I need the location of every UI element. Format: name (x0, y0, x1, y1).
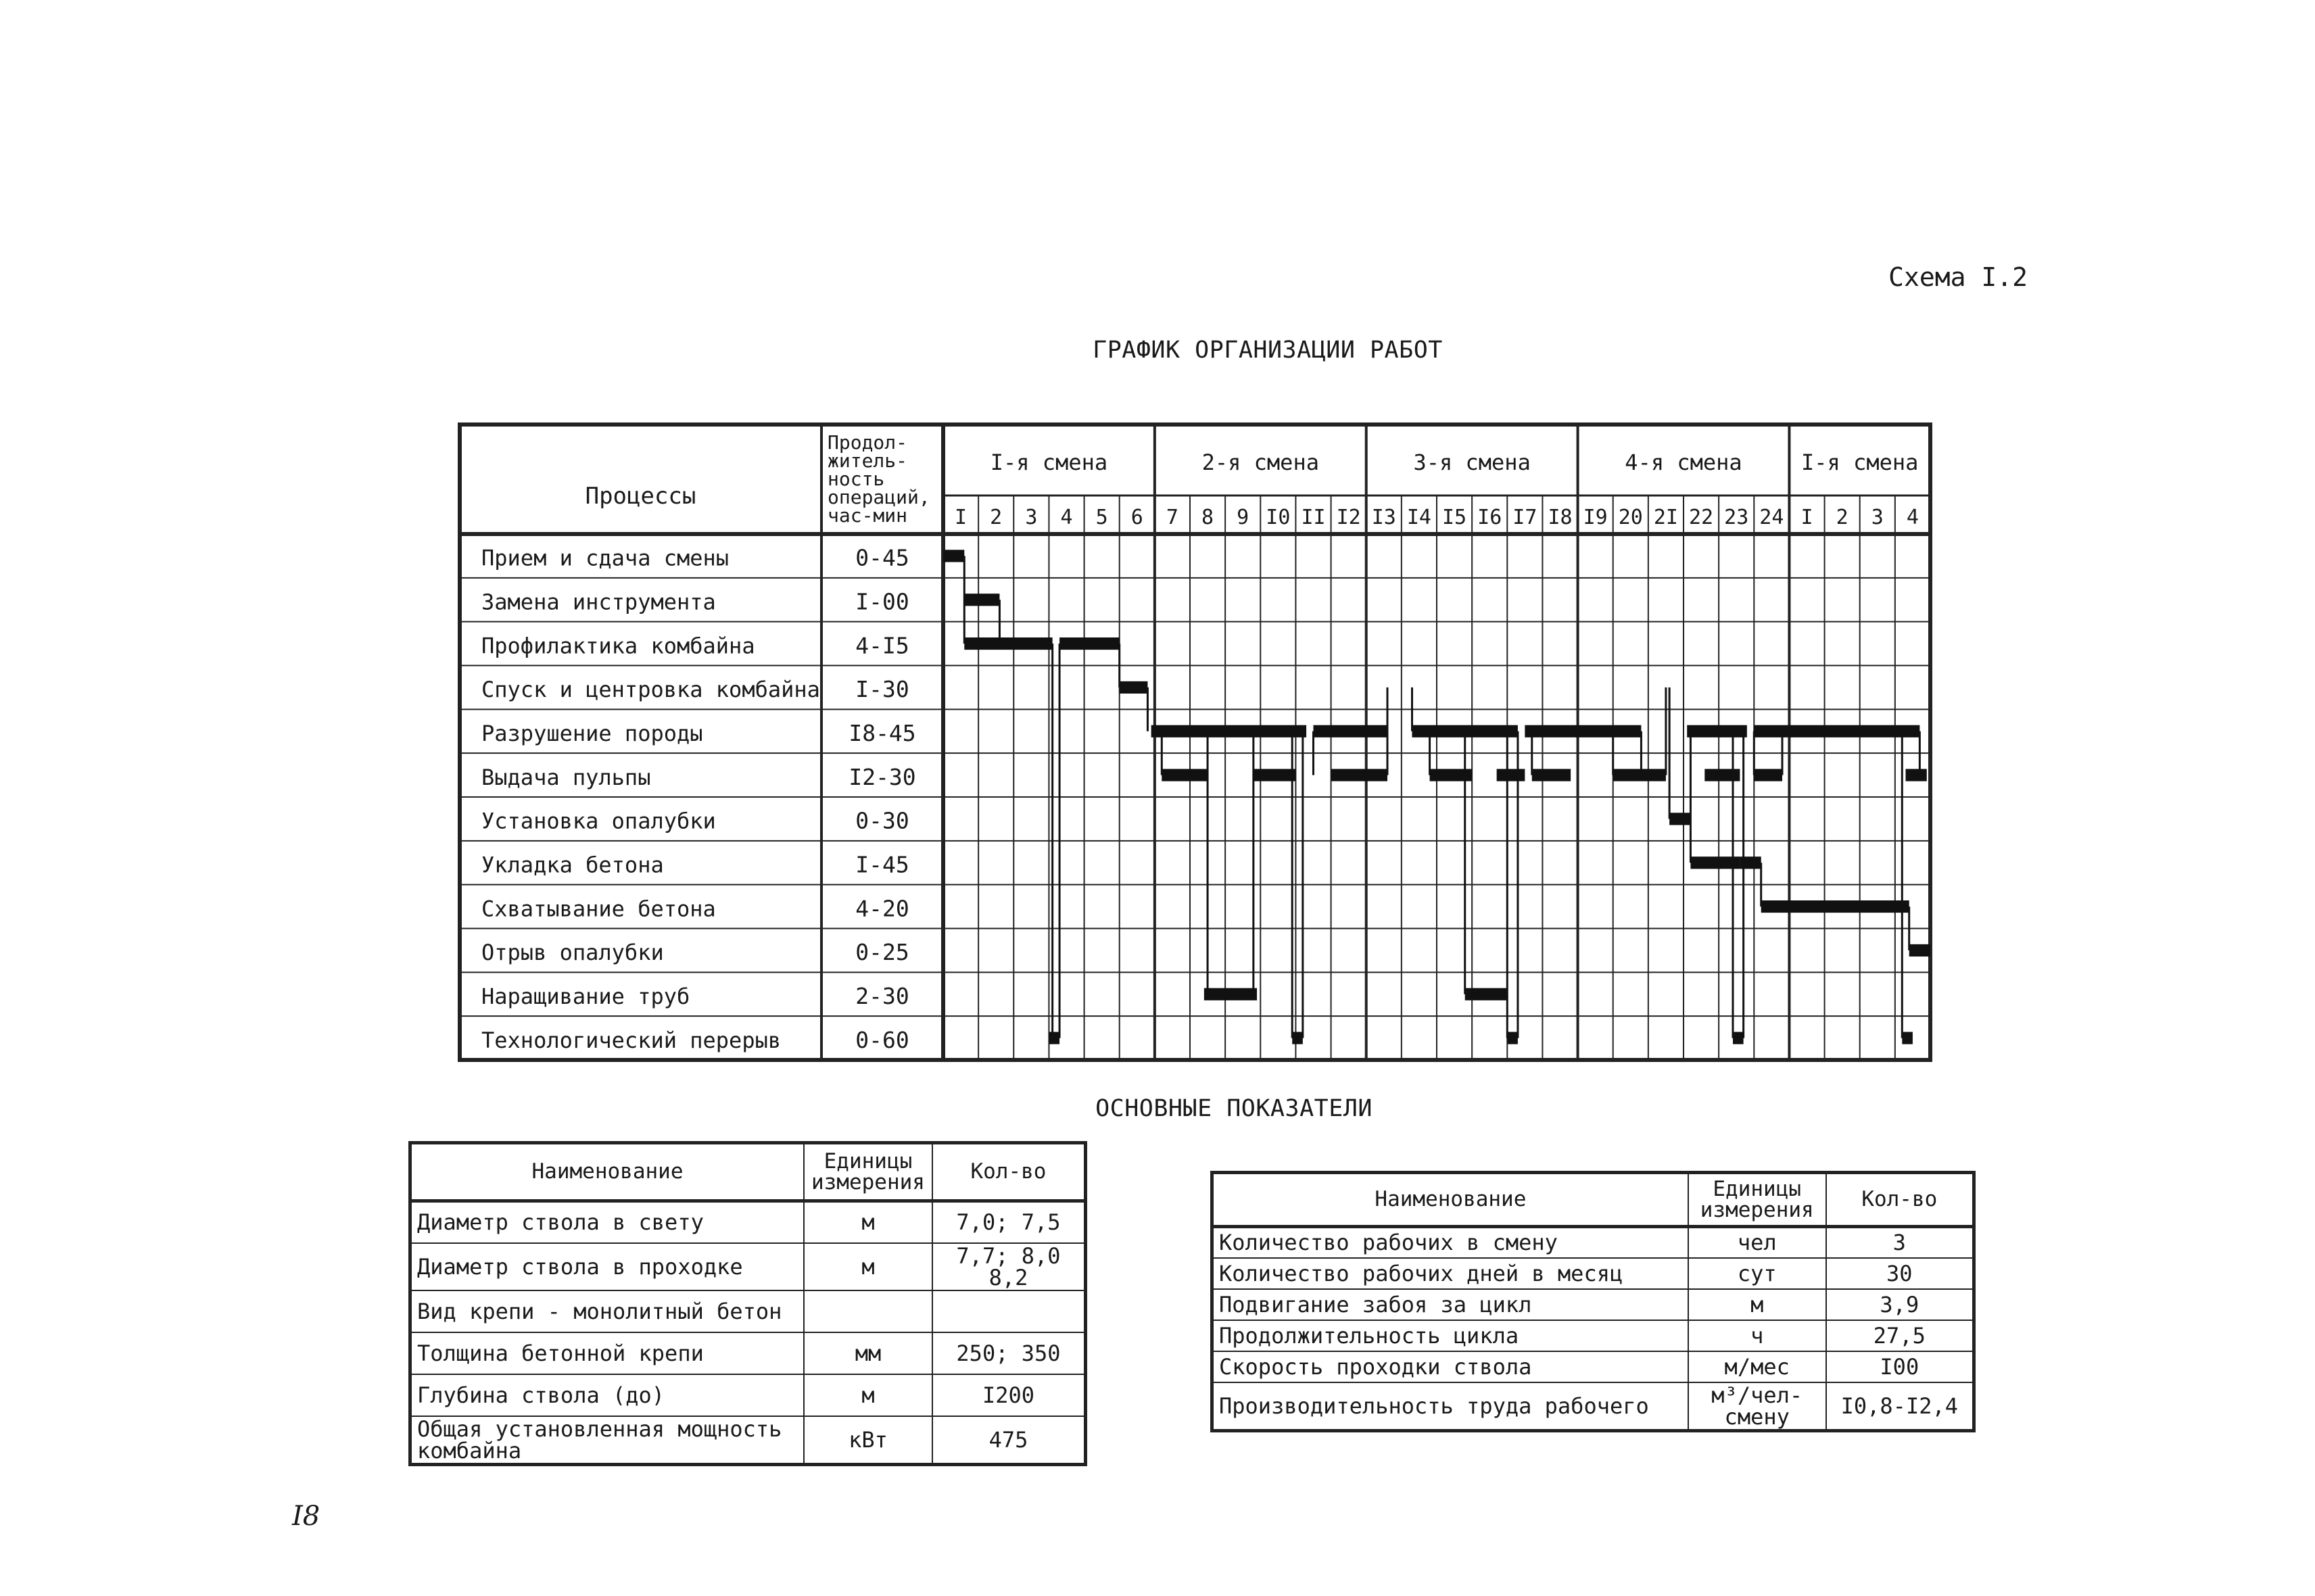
hour-label: 3 (1871, 506, 1884, 529)
hour-label: 3 (1025, 506, 1038, 529)
hour-label: 7 (1166, 506, 1178, 529)
shift-label: I-я смена (1801, 450, 1919, 475)
schedule-bar (1151, 725, 1306, 737)
indicator-name: Толщина бетонной крепи (410, 1332, 805, 1374)
indicator-qty: 27,5 (1826, 1320, 1974, 1351)
indicator-name: Количество рабочих в смену (1212, 1227, 1688, 1258)
indicator-qty: I00 (1826, 1351, 1974, 1382)
process-duration: I-30 (855, 676, 909, 703)
table-row (1212, 1382, 1974, 1431)
hour-label: 4 (1060, 506, 1073, 529)
header-duration-line: Продол- (828, 431, 908, 454)
schedule-bar (1909, 944, 1930, 957)
hour-label: 2 (1836, 506, 1848, 529)
indicator-name: Глубина ствола (до) (410, 1374, 805, 1416)
indicator-qty: 7,7; 8,0 8,2 (932, 1243, 1086, 1290)
table-row (1212, 1258, 1974, 1289)
schedule-bar (1690, 856, 1740, 869)
process-duration: 0-30 (855, 807, 909, 834)
schedule-bar (1613, 769, 1666, 781)
process-name: Установка опалубки (481, 808, 716, 834)
indicator-unit (804, 1290, 932, 1332)
process-duration: I-00 (855, 588, 909, 615)
schedule-bar (1331, 769, 1387, 781)
indicator-name: Подвигание забоя за цикл (1212, 1289, 1688, 1320)
hour-label: I7 (1512, 506, 1537, 529)
hour-label: I6 (1477, 506, 1502, 529)
process-duration: 2-30 (855, 983, 909, 1010)
indicator-qty: 3,9 (1826, 1289, 1974, 1320)
hour-label: I9 (1583, 506, 1608, 529)
hour-label: 2 (990, 506, 1003, 529)
schedule-bar (1292, 1032, 1303, 1044)
hour-label: 6 (1130, 506, 1143, 529)
process-name: Выдача пульпы (481, 764, 651, 790)
table-row (410, 1201, 1086, 1243)
schedule-bar (1412, 725, 1518, 737)
indicator-unit: м (804, 1243, 932, 1290)
hour-label: I0 (1266, 506, 1291, 529)
table-row (410, 1290, 1086, 1332)
schedule-bar (1740, 856, 1761, 869)
schedule-bar (1754, 769, 1782, 781)
indicator-qty: 250; 350 (932, 1332, 1086, 1374)
indicator-unit: сут (1688, 1258, 1826, 1289)
schedule-bar (1497, 769, 1525, 781)
schedule-bar (964, 637, 1052, 650)
header-duration-line: час-мин (828, 504, 908, 527)
hour-label: 24 (1759, 506, 1784, 529)
hour-label: I (1800, 506, 1813, 529)
schedule-bar (1430, 769, 1473, 781)
process-name: Отрыв опалубки (481, 940, 664, 966)
hour-label: 23 (1724, 506, 1749, 529)
schedule-bar (1669, 813, 1690, 825)
process-name: Схватывание бетона (481, 896, 716, 922)
indicator-unit: ч (1688, 1320, 1826, 1351)
indicator-qty: I0,8-I2,4 (1826, 1382, 1974, 1431)
shift-label: 4-я смена (1625, 450, 1742, 475)
process-duration: 0-25 (855, 939, 909, 966)
header-qty: Кол-во (1826, 1173, 1974, 1227)
process-duration: I8-45 (849, 720, 916, 747)
process-name: Укладка бетона (481, 852, 664, 878)
header-unit: Единицы измерения (804, 1143, 932, 1201)
header-duration-line: операций, (828, 486, 930, 508)
process-name: Наращивание труб (481, 984, 690, 1010)
hour-label: I (955, 506, 968, 529)
table-row (1212, 1289, 1974, 1320)
hour-label: 4 (1906, 506, 1919, 529)
indicator-name: Количество рабочих дней в месяц (1212, 1258, 1688, 1289)
header-unit: Единицы измерения (1688, 1173, 1826, 1227)
table-header-row (1212, 1173, 1974, 1227)
schedule-bar (1254, 769, 1296, 781)
page-number: I8 (292, 1501, 320, 1532)
schedule-bar (943, 550, 964, 562)
indicator-name: Скорость проходки ствола (1212, 1351, 1688, 1382)
chart-labels (481, 431, 1919, 1053)
schedule-bar (1525, 725, 1641, 737)
indicator-qty: 7,0; 7,5 (932, 1201, 1086, 1243)
header-duration-line: ность (828, 468, 885, 490)
schedule-bar (1465, 988, 1508, 1000)
schedule-bar (1761, 900, 1909, 913)
hour-label: I4 (1406, 506, 1431, 529)
indicator-name: Общая установленная мощность комбайна (410, 1416, 805, 1465)
indicator-unit: чел (1688, 1227, 1826, 1258)
indicator-qty: 3 (1826, 1227, 1974, 1258)
hour-label: 2I (1653, 506, 1678, 529)
table-row (1212, 1320, 1974, 1351)
header-name: Наименование (410, 1143, 805, 1201)
schedule-bar (1687, 725, 1747, 737)
hour-label: 5 (1095, 506, 1108, 529)
schedule-bar (1162, 769, 1208, 781)
schedule-bar (1754, 725, 1919, 737)
schedule-bar (1314, 725, 1388, 737)
indicators-title: ОСНОВНЫЕ ПОКАЗАТЕЛИ (1095, 1095, 1373, 1122)
table-header-row (410, 1143, 1086, 1201)
schedule-title: ГРАФИК ОРГАНИЗАЦИИ РАБОТ (1093, 337, 1443, 364)
table-row (410, 1243, 1086, 1290)
schedule-bar (1532, 769, 1571, 781)
process-duration: 4-I5 (855, 632, 909, 659)
process-name: Замена инструмента (481, 589, 716, 615)
header-processes: Процессы (585, 483, 696, 510)
indicator-name: Диаметр ствола в проходке (410, 1243, 805, 1290)
process-name: Разрушение породы (481, 721, 703, 747)
indicator-unit: м³/чел-смену (1688, 1382, 1826, 1431)
hour-label: II (1301, 506, 1326, 529)
process-duration: 4-20 (855, 895, 909, 922)
table-row (1212, 1227, 1974, 1258)
process-name: Профилактика комбайна (481, 633, 755, 659)
header-name: Наименование (1212, 1173, 1688, 1227)
schedule-bar (1059, 637, 1120, 650)
process-name: Технологический перерыв (481, 1027, 782, 1053)
schedule-bar (1204, 988, 1257, 1000)
process-duration: I2-30 (849, 763, 916, 790)
table-row (410, 1416, 1086, 1465)
header-duration-line: житель- (828, 450, 908, 472)
schedule-bar (1120, 681, 1148, 694)
schedule-bar (1902, 1032, 1913, 1044)
indicators-table-right (1210, 1171, 1976, 1432)
hour-label: I8 (1548, 506, 1573, 529)
schedule-bar (1507, 1032, 1518, 1044)
indicator-qty: I200 (932, 1374, 1086, 1416)
header-qty: Кол-во (932, 1143, 1086, 1201)
indicator-unit: кВт (804, 1416, 932, 1465)
shift-label: I-я смена (990, 450, 1108, 475)
indicator-unit: мм (804, 1332, 932, 1374)
indicator-qty: 475 (932, 1416, 1086, 1465)
indicator-name: Производительность труда рабочего (1212, 1382, 1688, 1431)
indicator-qty: 30 (1826, 1258, 1974, 1289)
indicator-qty (932, 1290, 1086, 1332)
process-duration: 0-45 (855, 544, 909, 571)
table-row (410, 1332, 1086, 1374)
process-name: Спуск и центровка комбайна (481, 677, 820, 703)
indicator-unit: м (804, 1201, 932, 1243)
schedule-bar (1733, 1032, 1744, 1044)
table-row (1212, 1351, 1974, 1382)
indicator-name: Вид крепи - монолитный бетон (410, 1290, 805, 1332)
indicator-unit: м (804, 1374, 932, 1416)
hour-label: 20 (1618, 506, 1643, 529)
hour-label: 9 (1237, 506, 1249, 529)
indicator-unit: м/мес (1688, 1351, 1826, 1382)
indicator-name: Продолжительность цикла (1212, 1320, 1688, 1351)
indicator-name: Диаметр ствола в свету (410, 1201, 805, 1243)
indicators-table-left (408, 1141, 1087, 1466)
process-duration: 0-60 (855, 1026, 909, 1053)
process-duration: I-45 (855, 851, 909, 878)
hour-label: I3 (1371, 506, 1396, 529)
scheme-label: Схема I.2 (1888, 262, 2028, 292)
hour-label: I2 (1336, 506, 1361, 529)
table-row (410, 1374, 1086, 1416)
hour-label: 8 (1201, 506, 1214, 529)
schedule-bar (1906, 769, 1927, 781)
schedule-bar (1704, 769, 1740, 781)
shift-label: 2-я смена (1201, 450, 1319, 475)
shift-label: 3-я смена (1413, 450, 1531, 475)
hour-label: I5 (1442, 506, 1467, 529)
schedule-bar (1049, 1032, 1059, 1044)
process-name: Прием и сдача смены (481, 545, 730, 571)
schedule-bar (964, 594, 999, 606)
hour-label: 22 (1689, 506, 1714, 529)
indicator-unit: м (1688, 1289, 1826, 1320)
